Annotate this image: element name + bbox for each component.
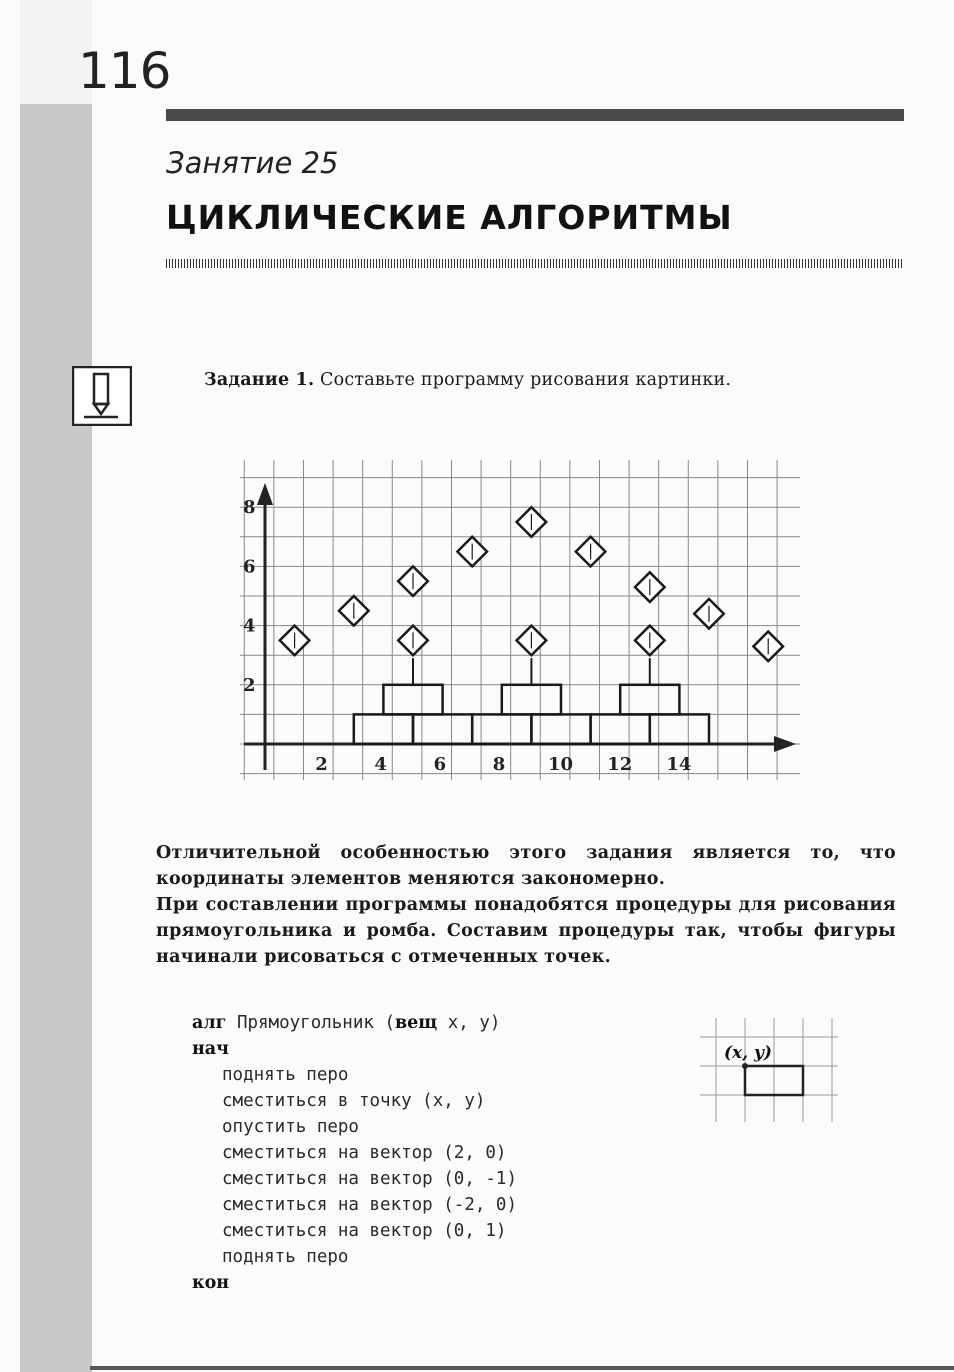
keyword-nach: нач: [192, 1039, 229, 1059]
keyword-kon: кон: [192, 1273, 230, 1293]
keyword-vesch: вещ: [394, 1013, 438, 1033]
x-tick-label: 4: [374, 754, 387, 775]
code-header-line: [192, 1010, 517, 1036]
point-label: (x, y): [724, 1043, 772, 1063]
code-body-line: поднять перо: [222, 1065, 349, 1085]
y-tick-label: 6: [243, 556, 256, 578]
keyword-alg: алг: [192, 1013, 227, 1033]
lesson-heading: ЦИКЛИЧЕСКИЕ АЛГОРИТМЫ: [166, 198, 733, 237]
y-axis-arrow: [257, 483, 273, 505]
x-tick-label: 6: [433, 754, 447, 775]
header-rule: [166, 109, 904, 121]
start-point: [742, 1063, 748, 1069]
figure-shapes: [280, 507, 783, 744]
code-listing: [192, 1010, 517, 1296]
lesson-title: Занятие 25: [166, 146, 339, 180]
y-tick-label: 8: [243, 497, 256, 519]
x-tick-label: 12: [607, 754, 633, 775]
code-body-line: сместиться в точку (x, y): [222, 1091, 486, 1111]
code-body-line: сместиться на вектор (0, -1): [222, 1169, 518, 1189]
task-label: Задание 1.: [204, 370, 315, 390]
x-tick-label: 8: [492, 754, 506, 775]
code-body-line: сместиться на вектор (2, 0): [222, 1143, 507, 1163]
y-tick-label: 4: [243, 615, 256, 637]
drawing-grid-figure: [230, 455, 810, 790]
paragraph-1: Отличительной особенностью этого задания является то, что координаты элементов меняются закономерно.: [156, 843, 896, 889]
procedure-name: Прямоугольник (: [226, 1013, 395, 1033]
y-tick-label: 2: [243, 674, 256, 696]
tick-labels: [243, 497, 691, 775]
bottom-rule: [90, 1366, 954, 1370]
small-grid-lines: [700, 1018, 838, 1122]
x-tick-label: 2: [315, 754, 328, 775]
pencil-icon: [72, 366, 132, 426]
procedure-params: x, y): [437, 1013, 501, 1033]
heading-hatched-rule: [166, 259, 904, 268]
page-number: 116: [78, 42, 171, 100]
rectangle-illustration: [700, 1018, 840, 1126]
code-begin-line: [192, 1036, 517, 1062]
x-tick-label: 14: [666, 754, 692, 775]
paragraph-2: При составлении программы понадобятся процедуры для рисования прямоугольника и ромба. Составим процедуры так, чтобы фигуры начинали рисоваться с отмеченных точек.: [156, 895, 896, 967]
code-body-line: опустить перо: [222, 1117, 359, 1137]
left-margin-band: [20, 104, 92, 1372]
code-body-line: сместиться на вектор (-2, 0): [222, 1195, 518, 1215]
x-tick-label: 10: [548, 754, 574, 775]
code-end-line: [192, 1270, 517, 1296]
task-statement: [204, 370, 731, 390]
x-axis-arrow: [774, 736, 796, 752]
task-text: Составьте программу рисования картинки.: [320, 370, 732, 390]
code-body-line: сместиться на вектор (0, 1): [222, 1221, 507, 1241]
code-body-line: поднять перо: [222, 1247, 349, 1267]
